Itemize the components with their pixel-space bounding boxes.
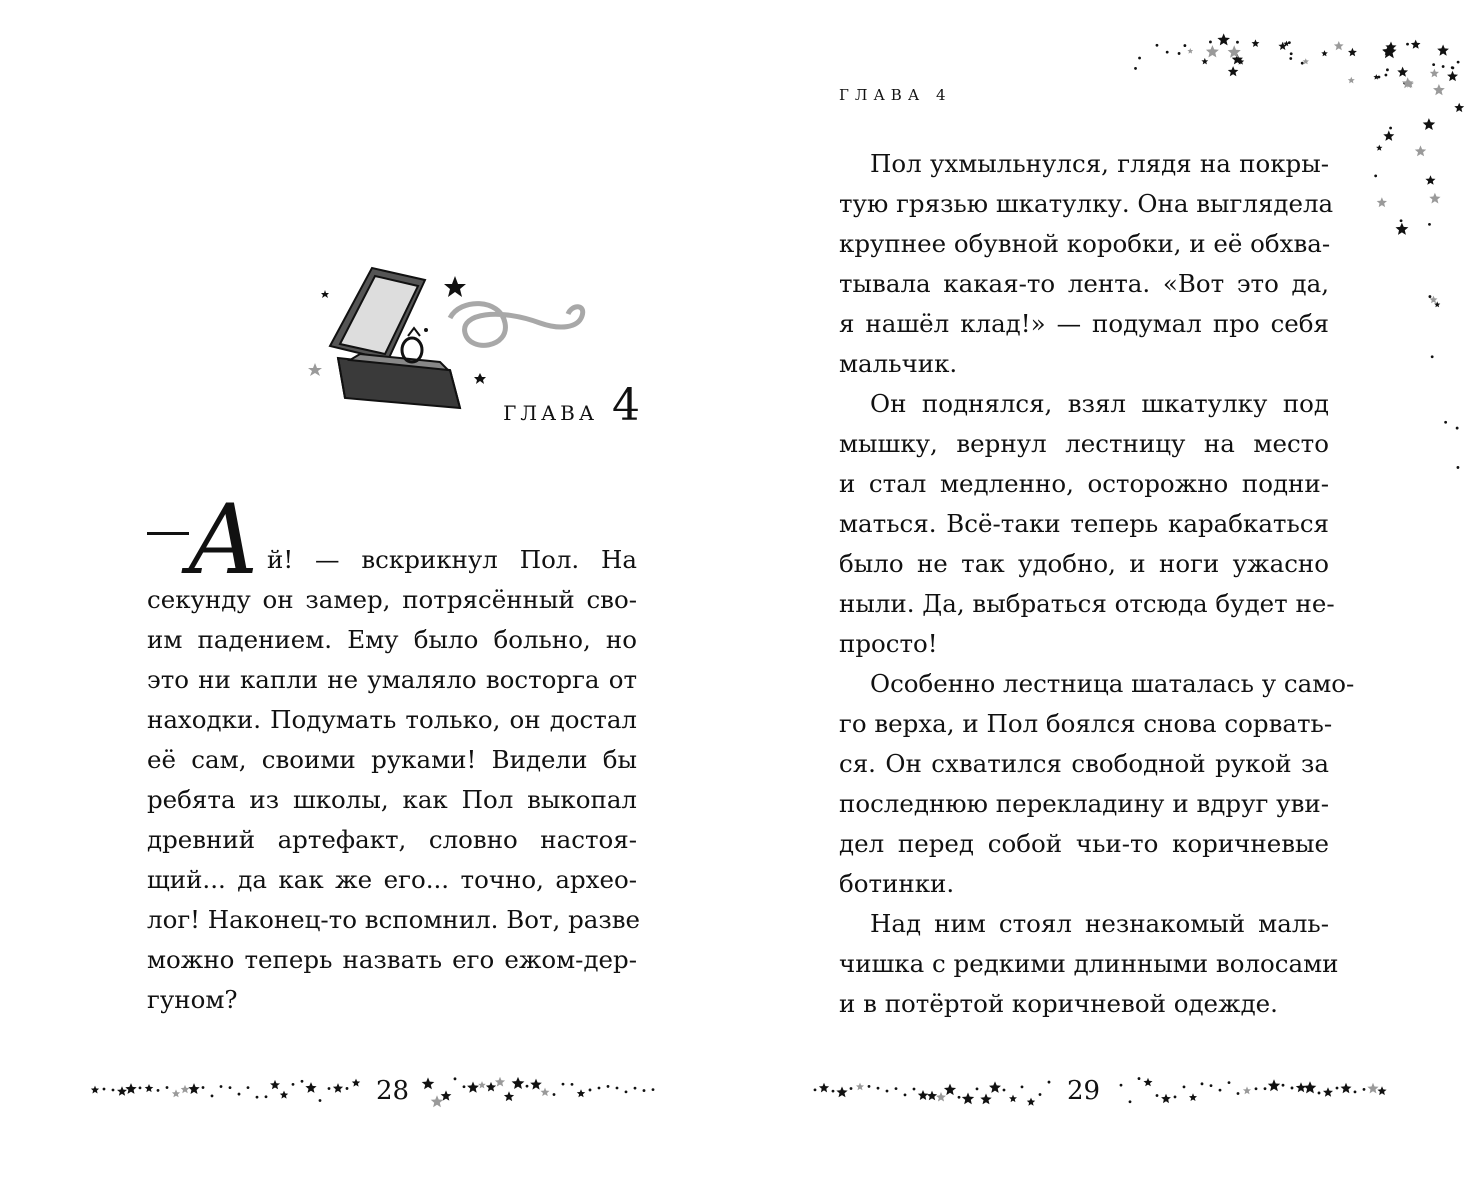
running-head: ГЛАВА 4 xyxy=(839,86,952,104)
star-dot xyxy=(1138,1077,1141,1080)
star-icon xyxy=(125,1083,136,1094)
star-dot xyxy=(1138,57,1141,60)
star-icon xyxy=(1027,1098,1035,1106)
star-icon xyxy=(819,1083,829,1093)
star-dot xyxy=(1290,52,1293,55)
star-icon xyxy=(1430,69,1439,78)
star-dot xyxy=(1166,51,1169,54)
text-line: и стал медленно, осторожно подни- xyxy=(839,469,1329,498)
star-icon xyxy=(270,1080,280,1089)
star-dot xyxy=(607,1085,610,1088)
text-line: это ни капли не умаляло восторга от xyxy=(147,665,637,694)
star-dot xyxy=(1374,175,1377,178)
first-line-text: й! — вскрикнул Пол. На xyxy=(267,545,637,574)
text-line: дел перед собой чьи-то коричневые xyxy=(839,829,1329,858)
star-icon xyxy=(441,1090,452,1100)
star-dot xyxy=(652,1088,655,1091)
star-icon xyxy=(1415,145,1426,156)
text-line: я нашёл клад!» — подумал про себя xyxy=(839,309,1329,338)
star-icon xyxy=(117,1086,127,1095)
star-icon xyxy=(1383,130,1394,141)
star-dot xyxy=(1428,223,1431,226)
text-line: находки. Подумать только, он достал xyxy=(147,705,637,734)
star-dot xyxy=(571,1083,574,1086)
star-dot xyxy=(292,1083,295,1086)
star-dot xyxy=(958,1096,961,1099)
star-icon xyxy=(989,1081,1001,1093)
star-dot xyxy=(1288,41,1291,44)
text-line: мышку, вернул лестницу на место xyxy=(839,429,1329,458)
star-dot xyxy=(850,1087,853,1090)
text-line: им падением. Ему было больно, но xyxy=(147,625,637,654)
text-line: древний артефакт, словно настоя- xyxy=(147,825,637,854)
star-icon xyxy=(478,1081,486,1088)
star-icon xyxy=(1009,1095,1017,1103)
star-dot xyxy=(1236,41,1239,44)
star-icon xyxy=(1447,71,1458,81)
star-dot xyxy=(238,1093,241,1096)
star-dot xyxy=(598,1087,601,1090)
star-dot xyxy=(553,1093,556,1096)
text-line: Пол ухмыльнулся, глядя на покры- xyxy=(870,149,1329,178)
star-dot xyxy=(220,1085,223,1088)
star-icon xyxy=(936,1092,946,1102)
star-icon xyxy=(1304,1081,1317,1093)
star-dot xyxy=(1255,1087,1258,1090)
star-icon xyxy=(530,1079,542,1090)
star-dot xyxy=(1021,1085,1024,1088)
text-line: гуном? xyxy=(147,985,238,1014)
text-line: тывала какая-то лента. «Вот это да, xyxy=(839,269,1329,298)
star-dot xyxy=(913,1088,916,1091)
star-icon xyxy=(504,1091,514,1101)
star-dot xyxy=(1318,1092,1321,1095)
star-icon xyxy=(1377,1086,1386,1095)
star-icon xyxy=(944,1084,956,1096)
star-icon xyxy=(1252,39,1260,47)
text-line: было не так удобно, и ноги ужасно xyxy=(839,549,1329,578)
star-dot xyxy=(814,1089,817,1092)
star-dot xyxy=(1444,421,1447,424)
star-icon xyxy=(918,1090,928,1100)
star-dot xyxy=(1451,66,1454,69)
text-line: тую грязью шкатулку. Она выглядела xyxy=(839,189,1334,218)
star-icon xyxy=(1367,1083,1378,1094)
star-icon xyxy=(1341,1083,1352,1093)
star-icon xyxy=(1348,77,1355,84)
star-icon xyxy=(1334,41,1344,50)
text-line: ребята из школы, как Пол выкопал xyxy=(147,785,637,814)
star-dot xyxy=(1183,1085,1186,1088)
star-icon xyxy=(541,1088,550,1097)
star-icon xyxy=(1189,1093,1197,1101)
star-dot xyxy=(1432,63,1435,66)
star-dot xyxy=(103,1088,106,1091)
star-dot xyxy=(1429,295,1432,298)
star-icon xyxy=(962,1093,974,1105)
star-dot xyxy=(589,1089,592,1092)
star-icon xyxy=(1425,175,1435,185)
star-dot xyxy=(454,1077,457,1080)
star-dot xyxy=(1354,1090,1357,1093)
star-dot xyxy=(976,1087,979,1090)
star-dot xyxy=(1174,1096,1177,1099)
text-line: чишка с редкими длинными волосами xyxy=(839,949,1339,978)
star-dot xyxy=(1183,44,1186,47)
text-line: маться. Всё-таки теперь карабкаться xyxy=(839,509,1329,538)
star-icon xyxy=(305,1082,316,1093)
star-dot xyxy=(1134,67,1137,70)
star-icon xyxy=(1201,58,1208,65)
star-dot xyxy=(1219,1089,1222,1092)
star-icon xyxy=(512,1077,525,1089)
star-icon xyxy=(467,1082,479,1093)
star-dot xyxy=(832,1090,835,1093)
star-dot xyxy=(1406,43,1409,46)
star-dot xyxy=(211,1095,214,1098)
star-dot xyxy=(616,1087,619,1090)
text-line: можно теперь назвать его ежом-дер- xyxy=(147,945,637,974)
text-line: щий... да как же его... точно, архео- xyxy=(147,865,637,894)
chapter-label: ГЛАВА xyxy=(503,401,598,425)
star-dot xyxy=(868,1085,871,1088)
star-icon xyxy=(1228,66,1239,76)
star-dot xyxy=(229,1086,232,1089)
star-dot xyxy=(112,1089,115,1092)
star-dot xyxy=(346,1087,349,1090)
star-icon xyxy=(836,1087,847,1098)
star-icon xyxy=(1373,74,1379,80)
text-line: ныли. Да, выбраться отсюда будет не- xyxy=(839,589,1335,618)
text-line: Над ним стоял незнакомый маль- xyxy=(870,909,1329,938)
star-icon xyxy=(1396,223,1409,235)
star-icon xyxy=(1377,197,1387,207)
text-line: го верха, и Пол боялся снова сорвать- xyxy=(839,709,1333,738)
star-dot xyxy=(1301,62,1304,65)
star-dot xyxy=(526,1085,529,1088)
star-dot xyxy=(634,1087,637,1090)
star-dot xyxy=(904,1093,907,1096)
star-dot xyxy=(1120,1084,1123,1087)
text-line: лог! Наконец-то вспомнил. Вот, разве xyxy=(147,905,641,934)
star-dot xyxy=(1457,466,1460,469)
text-line: и в потёртой коричневой одежде. xyxy=(839,989,1278,1018)
star-dot xyxy=(1003,1089,1006,1092)
star-dot xyxy=(1457,61,1460,64)
star-icon xyxy=(172,1089,180,1097)
star-icon xyxy=(422,1077,435,1089)
star-icon xyxy=(1429,193,1440,204)
star-icon xyxy=(1323,1087,1333,1097)
star-dot xyxy=(463,1085,466,1088)
star-dot xyxy=(1385,74,1388,77)
star-dot xyxy=(1201,1082,1204,1085)
star-dot xyxy=(328,1087,331,1090)
star-icon xyxy=(1217,33,1230,45)
star-icon xyxy=(1268,1079,1280,1091)
star-icon xyxy=(1228,45,1241,58)
star-dot xyxy=(643,1089,646,1092)
star-icon xyxy=(1296,1082,1306,1092)
text-line: последнюю перекладину и вдруг уви- xyxy=(839,789,1329,818)
star-icon xyxy=(1411,40,1421,49)
star-icon xyxy=(188,1083,199,1094)
star-icon xyxy=(91,1086,99,1094)
star-dot xyxy=(1048,1081,1051,1084)
star-icon xyxy=(1144,1078,1153,1087)
star-dot xyxy=(1237,1092,1240,1095)
star-icon xyxy=(1423,118,1436,130)
star-dot xyxy=(202,1086,205,1089)
star-dot xyxy=(1456,427,1459,430)
text-line: ботинки. xyxy=(839,869,955,898)
star-icon xyxy=(927,1091,937,1101)
star-dot xyxy=(1156,44,1159,47)
star-dot xyxy=(256,1096,259,1099)
star-icon xyxy=(280,1091,288,1099)
star-icon xyxy=(181,1085,190,1093)
star-dot xyxy=(1129,1100,1132,1103)
star-dot xyxy=(1209,41,1212,44)
star-icon xyxy=(333,1083,343,1093)
page-number-right: 29 xyxy=(1067,1076,1101,1106)
star-dot xyxy=(1431,355,1434,358)
star-dot xyxy=(1363,1088,1366,1091)
page-number-left: 28 xyxy=(376,1076,410,1106)
star-icon xyxy=(145,1084,154,1092)
star-dot xyxy=(886,1090,889,1093)
star-dot xyxy=(247,1086,250,1089)
text-line: Он поднялся, взял шкатулку под xyxy=(870,389,1329,418)
star-icon xyxy=(1348,48,1357,57)
star-dot xyxy=(1264,1087,1267,1090)
star-icon xyxy=(1437,45,1449,56)
star-dot xyxy=(166,1086,169,1089)
text-line: мальчик. xyxy=(839,349,958,378)
star-icon xyxy=(352,1079,360,1087)
star-dot xyxy=(1336,1087,1339,1090)
star-icon xyxy=(1321,50,1328,56)
star-dot xyxy=(1442,65,1445,68)
star-dot xyxy=(301,1080,304,1083)
star-icon xyxy=(1397,67,1408,77)
text-line: просто! xyxy=(839,629,938,658)
text-line: крупнее обувной коробки, и её обхва- xyxy=(839,229,1331,258)
star-dot xyxy=(1289,57,1292,60)
star-icon xyxy=(1376,145,1382,151)
star-dot xyxy=(1386,68,1389,71)
star-icon xyxy=(1187,48,1193,54)
star-icon xyxy=(577,1089,585,1097)
star-dot xyxy=(1291,1087,1294,1090)
star-dot xyxy=(1178,52,1181,55)
star-icon xyxy=(1433,84,1445,95)
star-dot xyxy=(1228,1081,1231,1084)
star-dot xyxy=(895,1087,898,1090)
star-dot xyxy=(1389,127,1392,130)
star-icon xyxy=(1161,1094,1171,1103)
star-dot xyxy=(265,1095,268,1098)
star-dot xyxy=(157,1089,160,1092)
star-icon xyxy=(431,1095,444,1107)
star-dot xyxy=(1282,1084,1285,1087)
text-line: Особенно лестница шаталась у само- xyxy=(870,669,1355,698)
text-line: ся. Он схватился свободной рукой за xyxy=(839,749,1329,778)
star-icon xyxy=(856,1083,864,1091)
star-icon xyxy=(980,1094,991,1105)
star-icon xyxy=(1243,1086,1251,1094)
text-line: секунду он замер, потрясённый сво- xyxy=(147,585,637,614)
star-dot xyxy=(1210,1084,1213,1087)
star-dot xyxy=(319,1099,322,1102)
chapter-number: 4 xyxy=(612,380,640,431)
text-line: её сам, своими руками! Видели бы xyxy=(147,745,637,774)
star-dot xyxy=(1156,1094,1159,1097)
star-icon xyxy=(495,1077,505,1087)
dropcap-letter: А xyxy=(187,484,260,596)
star-dot xyxy=(1400,219,1403,222)
star-dot xyxy=(562,1083,565,1086)
star-dot xyxy=(1039,1093,1042,1096)
star-dot xyxy=(139,1086,142,1089)
star-dot xyxy=(625,1090,628,1093)
star-icon xyxy=(1206,45,1219,57)
star-icon xyxy=(486,1082,496,1092)
star-dot xyxy=(877,1087,880,1090)
star-icon xyxy=(1454,103,1464,112)
